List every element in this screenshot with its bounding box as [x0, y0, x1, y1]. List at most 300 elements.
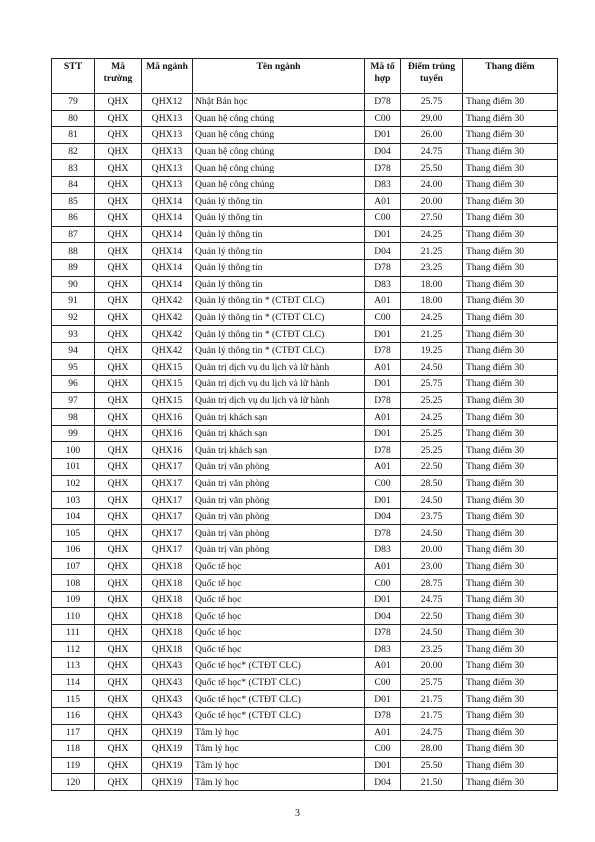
table-row	[52, 724, 558, 741]
thang-diem-cell: Thang điểm 30	[463, 492, 558, 509]
ma-to-hop-cell: A01	[365, 558, 401, 575]
thang-diem-cell: Thang điểm 30	[463, 359, 558, 376]
ma-truong-cell: QHX	[95, 143, 142, 160]
thang-diem-cell: Thang điểm 30	[463, 707, 558, 724]
stt-cell: 99	[52, 425, 95, 442]
ma-truong-cell: QHX	[95, 342, 142, 359]
ma-to-hop-cell: D83	[365, 641, 401, 658]
diem-trung-tuyen-cell: 23.00	[401, 558, 463, 575]
ma-to-hop-cell: C00	[365, 674, 401, 691]
diem-trung-tuyen-cell: 25.50	[401, 757, 463, 774]
ma-truong-cell: QHX	[95, 459, 142, 476]
table-row	[52, 508, 558, 525]
stt-cell: 90	[52, 276, 95, 293]
table-row	[52, 176, 558, 193]
table-row	[52, 143, 558, 160]
ma-nganh-cell: QHX43	[142, 691, 193, 708]
ma-to-hop-cell: D04	[365, 608, 401, 625]
thang-diem-cell: Thang điểm 30	[463, 641, 558, 658]
table-row	[52, 309, 558, 326]
table-row	[52, 210, 558, 227]
diem-trung-tuyen-cell: 24.25	[401, 226, 463, 243]
diem-trung-tuyen-cell: 21.25	[401, 243, 463, 260]
diem-trung-tuyen-cell: 24.25	[401, 309, 463, 326]
stt-cell: 100	[52, 442, 95, 459]
stt-cell: 115	[52, 691, 95, 708]
ten-nganh-cell: Quản trị văn phòng	[193, 508, 365, 525]
ma-truong-cell: QHX	[95, 608, 142, 625]
diem-trung-tuyen-cell: 24.50	[401, 359, 463, 376]
diem-trung-tuyen-cell: 25.25	[401, 425, 463, 442]
ma-nganh-cell: QHX18	[142, 558, 193, 575]
thang-diem-cell: Thang điểm 30	[463, 127, 558, 144]
ma-truong-cell: QHX	[95, 525, 142, 542]
ma-nganh-cell: QHX17	[142, 492, 193, 509]
ma-nganh-cell: QHX18	[142, 608, 193, 625]
diem-trung-tuyen-cell: 25.25	[401, 442, 463, 459]
diem-trung-tuyen-cell: 19.25	[401, 342, 463, 359]
ma-nganh-cell: QHX14	[142, 259, 193, 276]
ma-to-hop-cell: D78	[365, 392, 401, 409]
ten-nganh-cell: Quốc tế học	[193, 575, 365, 592]
ma-nganh-cell: QHX43	[142, 658, 193, 675]
stt-cell: 119	[52, 757, 95, 774]
stt-cell: 83	[52, 160, 95, 177]
ma-truong-cell: QHX	[95, 741, 142, 758]
diem-trung-tuyen-cell: 24.75	[401, 143, 463, 160]
page-number: 3	[295, 808, 300, 819]
thang-diem-cell: Thang điểm 30	[463, 774, 558, 791]
ten-nganh-cell: Quản lý thông tin * (CTĐT CLC)	[193, 309, 365, 326]
ma-nganh-cell: QHX16	[142, 442, 193, 459]
ten-nganh-cell: Quản trị văn phòng	[193, 542, 365, 559]
table-row	[52, 226, 558, 243]
diem-trung-tuyen-cell: 25.75	[401, 376, 463, 393]
ma-nganh-cell: QHX13	[142, 176, 193, 193]
thang-diem-cell: Thang điểm 30	[463, 741, 558, 758]
ma-to-hop-cell: C00	[365, 475, 401, 492]
stt-cell: 88	[52, 243, 95, 260]
ten-nganh-cell: Quan hệ công chúng	[193, 127, 365, 144]
header-ma-to-hop: Mã tổ hợp	[365, 59, 401, 94]
table-row	[52, 575, 558, 592]
thang-diem-cell: Thang điểm 30	[463, 475, 558, 492]
table-row	[52, 160, 558, 177]
ma-nganh-cell: QHX17	[142, 459, 193, 476]
ma-truong-cell: QHX	[95, 591, 142, 608]
diem-trung-tuyen-cell: 20.00	[401, 658, 463, 675]
ten-nganh-cell: Quan hệ công chúng	[193, 110, 365, 127]
table-row	[52, 243, 558, 260]
thang-diem-cell: Thang điểm 30	[463, 160, 558, 177]
thang-diem-cell: Thang điểm 30	[463, 210, 558, 227]
thang-diem-cell: Thang điểm 30	[463, 558, 558, 575]
diem-trung-tuyen-cell: 24.75	[401, 724, 463, 741]
ma-truong-cell: QHX	[95, 210, 142, 227]
diem-trung-tuyen-cell: 25.75	[401, 94, 463, 111]
diem-trung-tuyen-cell: 18.00	[401, 293, 463, 310]
ten-nganh-cell: Quản trị khách sạn	[193, 425, 365, 442]
ten-nganh-cell: Quan hệ công chúng	[193, 143, 365, 160]
thang-diem-cell: Thang điểm 30	[463, 293, 558, 310]
thang-diem-cell: Thang điểm 30	[463, 757, 558, 774]
ma-nganh-cell: QHX13	[142, 160, 193, 177]
ten-nganh-cell: Quản trị dịch vụ du lịch và lữ hành	[193, 376, 365, 393]
table-row	[52, 492, 558, 509]
stt-cell: 95	[52, 359, 95, 376]
diem-trung-tuyen-cell: 21.75	[401, 707, 463, 724]
ma-to-hop-cell: D01	[365, 591, 401, 608]
ma-nganh-cell: QHX19	[142, 757, 193, 774]
header-thang-diem: Thang điểm	[463, 59, 558, 94]
admission-scores-table	[51, 58, 558, 791]
stt-cell: 85	[52, 193, 95, 210]
diem-trung-tuyen-cell: 26.00	[401, 127, 463, 144]
table-row	[52, 392, 558, 409]
ten-nganh-cell: Quản lý thông tin	[193, 193, 365, 210]
ma-nganh-cell: QHX14	[142, 193, 193, 210]
ma-truong-cell: QHX	[95, 625, 142, 642]
stt-cell: 112	[52, 641, 95, 658]
stt-cell: 105	[52, 525, 95, 542]
ma-truong-cell: QHX	[95, 376, 142, 393]
ten-nganh-cell: Quản trị khách sạn	[193, 409, 365, 426]
ma-to-hop-cell: D01	[365, 492, 401, 509]
ma-truong-cell: QHX	[95, 674, 142, 691]
ma-to-hop-cell: A01	[365, 359, 401, 376]
ma-to-hop-cell: D83	[365, 542, 401, 559]
ma-truong-cell: QHX	[95, 127, 142, 144]
ma-nganh-cell: QHX14	[142, 243, 193, 260]
ma-nganh-cell: QHX16	[142, 425, 193, 442]
stt-cell: 89	[52, 259, 95, 276]
ma-to-hop-cell: D83	[365, 276, 401, 293]
table-row	[52, 409, 558, 426]
ten-nganh-cell: Quốc tế học* (CTĐT CLC)	[193, 674, 365, 691]
thang-diem-cell: Thang điểm 30	[463, 542, 558, 559]
ten-nganh-cell: Tâm lý học	[193, 757, 365, 774]
ma-nganh-cell: QHX42	[142, 342, 193, 359]
header-ma-nganh: Mã ngành	[142, 59, 193, 94]
thang-diem-cell: Thang điểm 30	[463, 409, 558, 426]
stt-cell: 97	[52, 392, 95, 409]
ma-nganh-cell: QHX15	[142, 359, 193, 376]
ten-nganh-cell: Quốc tế học	[193, 591, 365, 608]
thang-diem-cell: Thang điểm 30	[463, 442, 558, 459]
ma-to-hop-cell: C00	[365, 309, 401, 326]
ma-nganh-cell: QHX42	[142, 326, 193, 343]
ma-truong-cell: QHX	[95, 309, 142, 326]
ma-to-hop-cell: D04	[365, 508, 401, 525]
ten-nganh-cell: Quốc tế học	[193, 641, 365, 658]
table-row	[52, 674, 558, 691]
diem-trung-tuyen-cell: 24.50	[401, 492, 463, 509]
stt-cell: 101	[52, 459, 95, 476]
ma-truong-cell: QHX	[95, 326, 142, 343]
thang-diem-cell: Thang điểm 30	[463, 459, 558, 476]
ten-nganh-cell: Quản lý thông tin	[193, 276, 365, 293]
stt-cell: 110	[52, 608, 95, 625]
thang-diem-cell: Thang điểm 30	[463, 309, 558, 326]
ten-nganh-cell: Quản lý thông tin * (CTĐT CLC)	[193, 293, 365, 310]
diem-trung-tuyen-cell: 21.50	[401, 774, 463, 791]
thang-diem-cell: Thang điểm 30	[463, 425, 558, 442]
table-row	[52, 276, 558, 293]
ma-truong-cell: QHX	[95, 442, 142, 459]
thang-diem-cell: Thang điểm 30	[463, 243, 558, 260]
stt-cell: 114	[52, 674, 95, 691]
ma-nganh-cell: QHX18	[142, 641, 193, 658]
ma-nganh-cell: QHX16	[142, 409, 193, 426]
ten-nganh-cell: Quốc tế học* (CTĐT CLC)	[193, 658, 365, 675]
thang-diem-cell: Thang điểm 30	[463, 625, 558, 642]
diem-trung-tuyen-cell: 22.50	[401, 608, 463, 625]
header-ten-nganh: Tên ngành	[193, 59, 365, 94]
diem-trung-tuyen-cell: 28.00	[401, 741, 463, 758]
ma-truong-cell: QHX	[95, 110, 142, 127]
diem-trung-tuyen-cell: 27.50	[401, 210, 463, 227]
stt-cell: 117	[52, 724, 95, 741]
table-row	[52, 326, 558, 343]
table-row	[52, 376, 558, 393]
ma-truong-cell: QHX	[95, 243, 142, 260]
ten-nganh-cell: Quốc tế học* (CTĐT CLC)	[193, 707, 365, 724]
ma-truong-cell: QHX	[95, 475, 142, 492]
table-row	[52, 641, 558, 658]
ma-to-hop-cell: A01	[365, 409, 401, 426]
diem-trung-tuyen-cell: 29.00	[401, 110, 463, 127]
ma-to-hop-cell: D83	[365, 176, 401, 193]
thang-diem-cell: Thang điểm 30	[463, 691, 558, 708]
ma-to-hop-cell: A01	[365, 459, 401, 476]
table-row	[52, 542, 558, 559]
ma-truong-cell: QHX	[95, 276, 142, 293]
table-row	[52, 259, 558, 276]
ma-nganh-cell: QHX19	[142, 741, 193, 758]
diem-trung-tuyen-cell: 21.75	[401, 691, 463, 708]
ma-truong-cell: QHX	[95, 508, 142, 525]
ma-to-hop-cell: D78	[365, 94, 401, 111]
thang-diem-cell: Thang điểm 30	[463, 525, 558, 542]
ma-nganh-cell: QHX18	[142, 625, 193, 642]
ten-nganh-cell: Quản lý thông tin * (CTĐT CLC)	[193, 342, 365, 359]
table-row	[52, 459, 558, 476]
stt-cell: 118	[52, 741, 95, 758]
diem-trung-tuyen-cell: 23.25	[401, 641, 463, 658]
ma-to-hop-cell: D01	[365, 691, 401, 708]
ma-nganh-cell: QHX19	[142, 724, 193, 741]
header-stt: STT	[52, 59, 95, 94]
ma-truong-cell: QHX	[95, 409, 142, 426]
diem-trung-tuyen-cell: 25.50	[401, 160, 463, 177]
ma-to-hop-cell: D01	[365, 226, 401, 243]
ma-to-hop-cell: A01	[365, 193, 401, 210]
ten-nganh-cell: Quản lý thông tin * (CTĐT CLC)	[193, 326, 365, 343]
diem-trung-tuyen-cell: 24.00	[401, 176, 463, 193]
stt-cell: 96	[52, 376, 95, 393]
table-row	[52, 741, 558, 758]
ma-nganh-cell: QHX17	[142, 525, 193, 542]
table-row	[52, 193, 558, 210]
ten-nganh-cell: Quan hệ công chúng	[193, 160, 365, 177]
thang-diem-cell: Thang điểm 30	[463, 724, 558, 741]
ten-nganh-cell: Quản trị dịch vụ du lịch và lữ hành	[193, 359, 365, 376]
stt-cell: 79	[52, 94, 95, 111]
ten-nganh-cell: Quốc tế học* (CTĐT CLC)	[193, 691, 365, 708]
table-row	[52, 774, 558, 791]
stt-cell: 107	[52, 558, 95, 575]
ma-truong-cell: QHX	[95, 558, 142, 575]
stt-cell: 111	[52, 625, 95, 642]
ma-nganh-cell: QHX13	[142, 110, 193, 127]
ten-nganh-cell: Quản lý thông tin	[193, 210, 365, 227]
ma-to-hop-cell: D01	[365, 127, 401, 144]
ma-truong-cell: QHX	[95, 425, 142, 442]
table-row	[52, 525, 558, 542]
stt-cell: 86	[52, 210, 95, 227]
ma-truong-cell: QHX	[95, 259, 142, 276]
stt-cell: 84	[52, 176, 95, 193]
table-row	[52, 425, 558, 442]
diem-trung-tuyen-cell: 23.75	[401, 508, 463, 525]
stt-cell: 94	[52, 342, 95, 359]
table-header-row	[52, 59, 558, 94]
thang-diem-cell: Thang điểm 30	[463, 342, 558, 359]
diem-trung-tuyen-cell: 21.25	[401, 326, 463, 343]
thang-diem-cell: Thang điểm 30	[463, 143, 558, 160]
ma-truong-cell: QHX	[95, 176, 142, 193]
header-diem-trung-tuyen: Điểm trúng tuyển	[401, 59, 463, 94]
ma-nganh-cell: QHX12	[142, 94, 193, 111]
ma-to-hop-cell: D78	[365, 525, 401, 542]
table-row	[52, 625, 558, 642]
ma-nganh-cell: QHX17	[142, 475, 193, 492]
ma-to-hop-cell: C00	[365, 210, 401, 227]
ma-truong-cell: QHX	[95, 774, 142, 791]
thang-diem-cell: Thang điểm 30	[463, 392, 558, 409]
thang-diem-cell: Thang điểm 30	[463, 608, 558, 625]
thang-diem-cell: Thang điểm 30	[463, 176, 558, 193]
ma-nganh-cell: QHX15	[142, 392, 193, 409]
stt-cell: 103	[52, 492, 95, 509]
stt-cell: 93	[52, 326, 95, 343]
ten-nganh-cell: Quan hệ công chúng	[193, 176, 365, 193]
diem-trung-tuyen-cell: 22.50	[401, 459, 463, 476]
table-row	[52, 658, 558, 675]
diem-trung-tuyen-cell: 28.50	[401, 475, 463, 492]
ma-truong-cell: QHX	[95, 492, 142, 509]
ma-nganh-cell: QHX42	[142, 293, 193, 310]
thang-diem-cell: Thang điểm 30	[463, 575, 558, 592]
thang-diem-cell: Thang điểm 30	[463, 674, 558, 691]
ten-nganh-cell: Quản trị văn phòng	[193, 459, 365, 476]
header-ma-truong: Mã trường	[95, 59, 142, 94]
ma-to-hop-cell: D01	[365, 376, 401, 393]
thang-diem-cell: Thang điểm 30	[463, 376, 558, 393]
thang-diem-cell: Thang điểm 30	[463, 259, 558, 276]
ma-nganh-cell: QHX18	[142, 575, 193, 592]
ma-nganh-cell: QHX42	[142, 309, 193, 326]
thang-diem-cell: Thang điểm 30	[463, 110, 558, 127]
table-row	[52, 127, 558, 144]
ten-nganh-cell: Quốc tế học	[193, 608, 365, 625]
table-body	[52, 94, 558, 791]
ma-truong-cell: QHX	[95, 359, 142, 376]
ma-truong-cell: QHX	[95, 226, 142, 243]
diem-trung-tuyen-cell: 24.75	[401, 591, 463, 608]
diem-trung-tuyen-cell: 20.00	[401, 542, 463, 559]
thang-diem-cell: Thang điểm 30	[463, 658, 558, 675]
stt-cell: 81	[52, 127, 95, 144]
stt-cell: 98	[52, 409, 95, 426]
ma-nganh-cell: QHX14	[142, 226, 193, 243]
diem-trung-tuyen-cell: 25.25	[401, 392, 463, 409]
ten-nganh-cell: Quản trị khách sạn	[193, 442, 365, 459]
ma-to-hop-cell: C00	[365, 110, 401, 127]
diem-trung-tuyen-cell: 24.50	[401, 525, 463, 542]
ten-nganh-cell: Quản trị văn phòng	[193, 525, 365, 542]
ma-to-hop-cell: D01	[365, 757, 401, 774]
ten-nganh-cell: Quốc tế học	[193, 625, 365, 642]
ma-to-hop-cell: C00	[365, 741, 401, 758]
thang-diem-cell: Thang điểm 30	[463, 276, 558, 293]
table-row	[52, 359, 558, 376]
ten-nganh-cell: Quản trị dịch vụ du lịch và lữ hành	[193, 392, 365, 409]
ma-truong-cell: QHX	[95, 293, 142, 310]
ma-to-hop-cell: D01	[365, 425, 401, 442]
thang-diem-cell: Thang điểm 30	[463, 226, 558, 243]
stt-cell: 104	[52, 508, 95, 525]
thang-diem-cell: Thang điểm 30	[463, 508, 558, 525]
diem-trung-tuyen-cell: 20.00	[401, 193, 463, 210]
thang-diem-cell: Thang điểm 30	[463, 94, 558, 111]
table-row	[52, 608, 558, 625]
stt-cell: 109	[52, 591, 95, 608]
ten-nganh-cell: Quản trị văn phòng	[193, 475, 365, 492]
table-row	[52, 293, 558, 310]
stt-cell: 108	[52, 575, 95, 592]
ma-nganh-cell: QHX13	[142, 127, 193, 144]
ma-to-hop-cell: D78	[365, 442, 401, 459]
ten-nganh-cell: Quốc tế học	[193, 558, 365, 575]
ma-to-hop-cell: A01	[365, 724, 401, 741]
ma-to-hop-cell: D01	[365, 326, 401, 343]
ma-to-hop-cell: D78	[365, 160, 401, 177]
ma-truong-cell: QHX	[95, 641, 142, 658]
diem-trung-tuyen-cell: 28.75	[401, 575, 463, 592]
table-row	[52, 94, 558, 111]
ma-nganh-cell: QHX18	[142, 591, 193, 608]
ten-nganh-cell: Tâm lý học	[193, 724, 365, 741]
ma-to-hop-cell: D78	[365, 625, 401, 642]
table-row	[52, 707, 558, 724]
ma-to-hop-cell: D78	[365, 259, 401, 276]
ma-truong-cell: QHX	[95, 757, 142, 774]
ma-nganh-cell: QHX17	[142, 508, 193, 525]
ma-truong-cell: QHX	[95, 691, 142, 708]
stt-cell: 82	[52, 143, 95, 160]
ma-nganh-cell: QHX15	[142, 376, 193, 393]
table-row	[52, 591, 558, 608]
ma-truong-cell: QHX	[95, 575, 142, 592]
stt-cell: 87	[52, 226, 95, 243]
table-row	[52, 342, 558, 359]
ma-truong-cell: QHX	[95, 707, 142, 724]
stt-cell: 116	[52, 707, 95, 724]
stt-cell: 91	[52, 293, 95, 310]
ma-truong-cell: QHX	[95, 658, 142, 675]
ma-nganh-cell: QHX43	[142, 674, 193, 691]
